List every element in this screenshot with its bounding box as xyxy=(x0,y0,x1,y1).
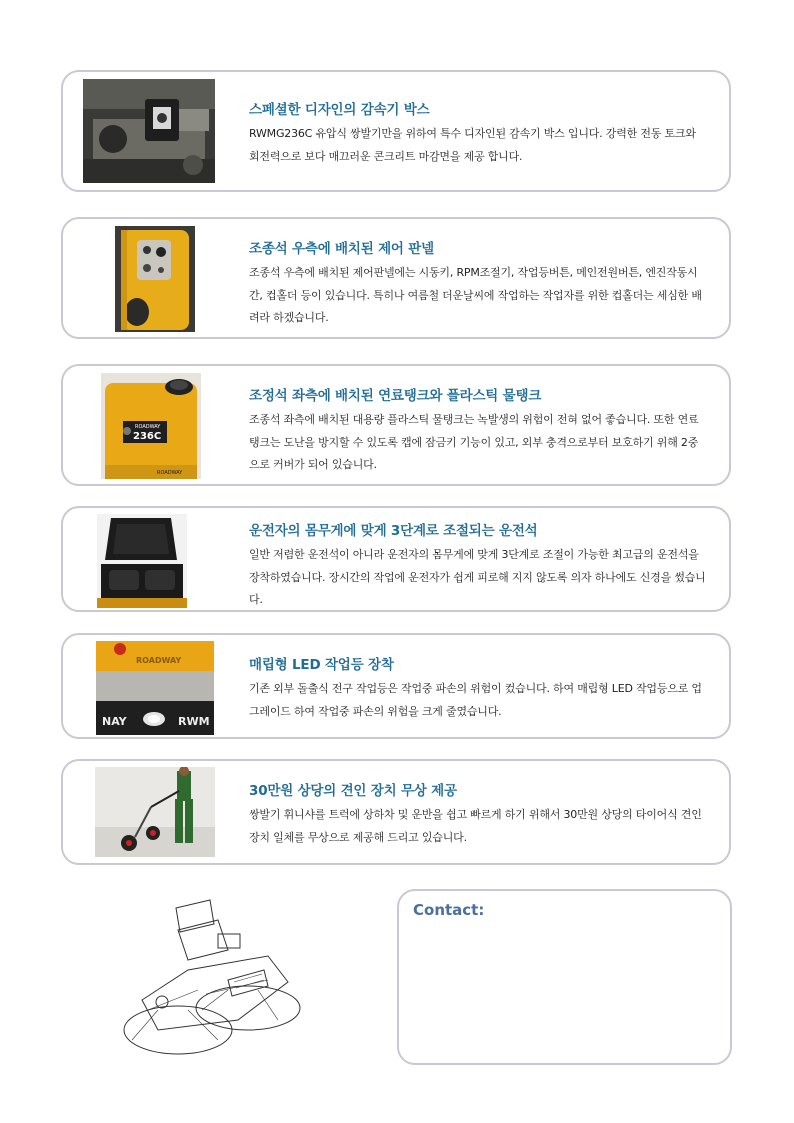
feature-title: 운전자의 몸무게에 맞게 3단계로 조절되는 운전석 xyxy=(249,523,538,539)
feature-card-seat xyxy=(61,506,731,612)
feature-description: 쌍발기 휘니샤를 트럭에 상하차 및 운반을 쉽고 빠르게 하기 위해서 30만원 상당의 타이어식 견인 장치 일체를 무상으로 제공해 드리고 있습니다. xyxy=(249,808,702,844)
led-light-photo xyxy=(96,641,214,735)
feature-description: 조종석 우측에 배치된 제어판넬에는 시동키, RPM조절기, 작업등버튼, 메인전원버튼, 엔진작동시간, 컵홀더 등이 있습니다. 특히나 여름철 더운날씨에 작업하는 작업자를 위한 컵홀더는 세심한 배려라 하겠습니다. xyxy=(249,266,702,324)
led-photo-right-text: RWM xyxy=(178,715,210,728)
feature-title: 조종석 우측에 배치된 제어 판넬 xyxy=(249,241,434,257)
feature-description: 조종석 좌측에 배치된 대용량 플라스틱 물탱크는 녹발생의 위험이 전혀 없어 좋습니다. 또한 연료탱크는 도난을 방지할 수 있도록 캡에 잠금키 기능이 있고, 외부 충격으로부터 보호하기 위해 2중으로 커버가 되어 있습니다. xyxy=(249,413,699,471)
towing-device-photo xyxy=(95,767,215,857)
feature-title: 30만원 상당의 견인 장치 무상 제공 xyxy=(249,783,457,799)
seat-photo xyxy=(97,514,187,608)
feature-card-gearbox xyxy=(61,70,731,192)
led-photo-brand-text: ROADWAY xyxy=(136,656,182,665)
feature-title: 조정석 좌측에 배치된 연료탱크와 플라스틱 물탱크 xyxy=(249,388,542,404)
feature-card-fuel-tank xyxy=(61,364,731,486)
feature-title: 스페셜한 디자인의 감속기 박스 xyxy=(249,102,430,118)
led-photo-left-text: NAY xyxy=(102,715,127,728)
fuel-tank-model-text: 236C xyxy=(133,431,162,442)
feature-card-led xyxy=(61,633,731,739)
fuel-tank-brand-text: ROADWAY xyxy=(135,424,161,430)
control-panel-photo xyxy=(115,226,195,332)
fuel-tank-photo xyxy=(101,373,201,479)
fuel-tank-footer-text: ROADWAY xyxy=(157,470,183,476)
feature-title: 매립형 LED 작업등 장착 xyxy=(249,657,394,673)
feature-description: RWMG236C 유압식 쌍발기만을 위하여 특수 디자인된 감속기 박스 입니다. 강력한 전동 토크와 회전력으로 보다 매끄러운 콘크리트 마감면을 제공 합니다. xyxy=(249,127,696,163)
ride-on-trowel-line-drawing xyxy=(118,890,308,1070)
gearbox-photo xyxy=(83,79,215,183)
contact-box xyxy=(397,889,732,1065)
feature-description: 기존 외부 돌출식 전구 작업등은 작업중 파손의 위험이 컸습니다. 하여 매립형 LED 작업등으로 업그레이드 하여 작업중 파손의 위험을 크게 줄였습니다. xyxy=(249,682,702,718)
contact-label: Contact: xyxy=(413,901,485,919)
feature-card-control-panel xyxy=(61,217,731,339)
feature-card-towing xyxy=(61,759,731,865)
feature-description: 일반 저렴한 운전석이 아니라 운전자의 몸무게에 맞게 3단계로 조절이 가능한 최고급의 운전석을 장착하였습니다. 장시간의 작업에 운전자가 쉽게 피로해 지지 않도록 의자 하나에도 신경을 썼습니다. xyxy=(249,548,706,606)
